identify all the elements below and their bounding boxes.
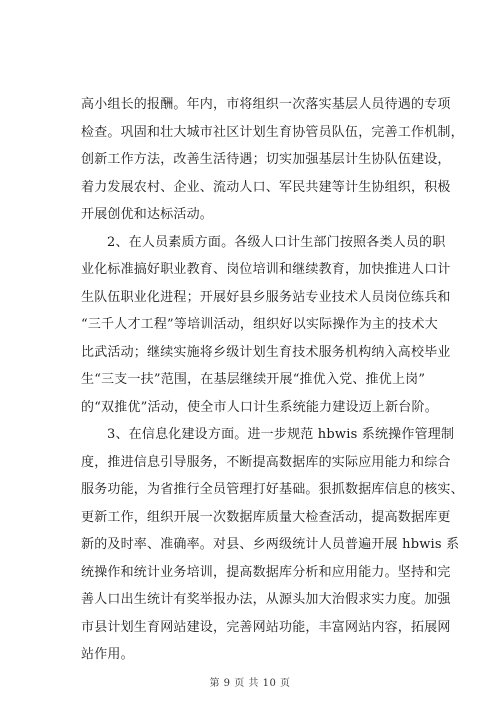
- text-line: 创新工作方法，改善生活待遇；切实加强基层计生协队伍建设，: [81, 152, 451, 167]
- paragraph-2: [81, 229, 451, 422]
- text-line: 善人口出生统计有奖举报办法，从源头加大治假求实力度。加强: [81, 592, 451, 607]
- text-line: “三千人才工程”等培训活动，组织好以实际操作为主的技术大: [81, 317, 438, 332]
- text-line: 2、在人员素质方面。各级人口计生部门按照各类人员的职: [107, 234, 446, 250]
- text-line: 新的及时率、准确率。对县、乡两级统计人员普遍开展 hbwis 系: [81, 537, 460, 552]
- text-line: 生队伍职业化进程；开展好县乡服务站专业技术人员岗位练兵和: [81, 289, 451, 305]
- text-line: 开展创优和达标活动。: [81, 207, 214, 222]
- text-line: 高小组长的报酬。年内，市将组织一次落实基层人员待遇的专项: [81, 97, 451, 112]
- text-line: 检查。巩固和壮大城市社区计划生育协管员队伍，完善工作机制，: [81, 124, 464, 140]
- page-number-footer: 第 9 页 共 10 页: [209, 678, 291, 689]
- text-line: 生“三支一扶”范围，在基层继续开展“推优入党、推优上岗”: [81, 372, 426, 387]
- text-line: 比武活动；继续实施将乡级计划生育技术服务机构纳入高校毕业: [81, 344, 451, 360]
- document-body: [81, 91, 464, 669]
- paragraph-1: [81, 91, 464, 229]
- paragraph-3: [81, 421, 464, 669]
- text-line: 服务功能，为省推行全员管理打好基础。狠抓数据库信息的核实、: [81, 482, 464, 497]
- text-line: 度，推进信息引导服务，不断提高数据库的实际应用能力和综合: [81, 454, 451, 470]
- text-line: 3、在信息化建设方面。进一步规范 hbwis 系统操作管理制: [107, 427, 455, 442]
- text-line: 业化标准搞好职业教育、岗位培训和继续教育，加快推进人口计: [81, 262, 451, 277]
- text-line: 站作用。: [81, 647, 134, 662]
- text-line: 着力发展农村、企业、流动人口、军民共建等计生协组织，积极: [81, 179, 451, 195]
- text-line: 市县计划生育网站建设，完善网站功能，丰富网站内容，拓展网: [81, 619, 451, 635]
- text-line: 更新工作，组织开展一次数据库质量大检查活动，提高数据库更: [81, 509, 451, 525]
- text-line: 的“双推优”活动，使全市人口计生系统能力建设迈上新台阶。: [81, 399, 438, 415]
- text-line: 统操作和统计业务培训，提高数据库分析和应用能力。坚持和完: [81, 564, 451, 580]
